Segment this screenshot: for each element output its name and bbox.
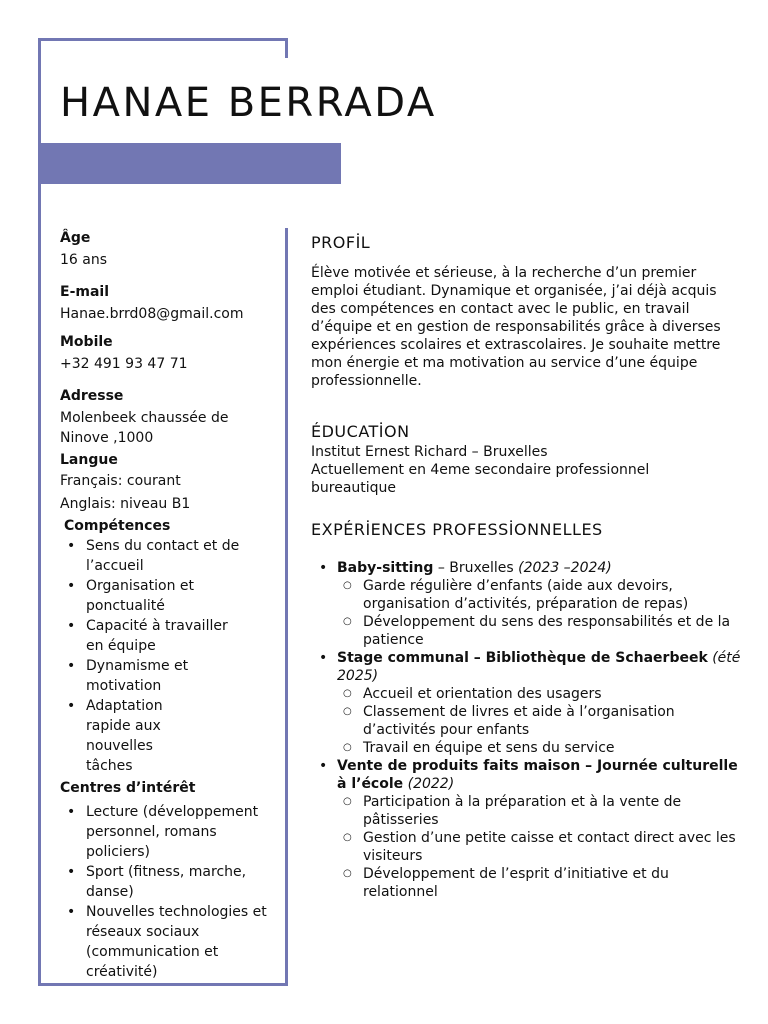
education-detail: Actuellement en 4eme secondaire professionnel bureautique — [311, 462, 650, 496]
experience-item — [311, 649, 741, 757]
experience-details — [337, 685, 741, 757]
email-value: Hanae.brrd08@gmail.com — [60, 306, 244, 322]
experience-item — [311, 757, 741, 901]
frame-right-top-border — [285, 38, 288, 58]
interests-label: Centres d’intérêt — [60, 780, 196, 796]
profile-heading: PROFİL — [311, 233, 371, 252]
list-item: ○ Garde régulière d’enfants (aide aux devoirs, organisation d’activités, préparation de repas) — [337, 577, 741, 613]
experience-heading: EXPÉRİENCES PROFESSİONNELLES — [311, 520, 603, 539]
experience-item — [311, 559, 741, 649]
list-item: ○ Travail en équipe et sens du service — [337, 739, 741, 757]
list-item: • Nouvelles technologies et réseaux sociaux (communication et créativité) — [60, 902, 282, 982]
list-item: ○ Développement de l’esprit d’initiative et du relationnel — [337, 865, 741, 901]
list-item: • Organisation et ponctualité — [60, 576, 240, 616]
experience-date: (2023 –2024) — [518, 560, 612, 576]
address-label: Adresse — [60, 388, 124, 404]
mobile-value: +32 491 93 47 71 — [60, 356, 188, 372]
age-value: 16 ans — [60, 252, 108, 268]
skills-list — [60, 536, 240, 776]
experience-date: (été 2025) — [337, 650, 741, 684]
person-name: HANAE BERRADA — [60, 80, 437, 126]
name-accent-bar — [38, 143, 341, 184]
experience-title: Vente de produits faits maison – Journée culturelle à l’école — [337, 758, 738, 792]
list-item: ○ Gestion d’une petite caisse et contact direct avec les visiteurs — [337, 829, 741, 865]
list-item: ○ Développement du sens des responsabilités et de la patience — [337, 613, 741, 649]
profile-text: Élève motivée et sérieuse, à la recherche d’un premier emploi étudiant. Dynamique et organisée, j’ai déjà acquis des compétences en contact avec le public, en travail d’équipe et en gestion de responsabilités grâce à diverses expériences scolaires et extrascolaires. Je souhaite mettre mon énergie et ma motivation au service d’une équipe professionnelle. — [311, 265, 721, 389]
list-item: ○ Classement de livres et aide à l’organisation d’activités pour enfants — [337, 703, 741, 739]
list-item: • Lecture (développement personnel, romans policiers) — [60, 802, 282, 862]
education-school: Institut Ernest Richard – Bruxelles — [311, 444, 548, 460]
experience-title: Stage communal – Bibliothèque de Schaerbeek — [337, 650, 708, 666]
list-item: • Sport (fitness, marche, danse) — [60, 862, 282, 902]
list-item: • Dynamisme et motivation — [60, 656, 240, 696]
interests-list — [60, 802, 282, 982]
list-item: ○ Participation à la préparation et à la vente de pâtisseries — [337, 793, 741, 829]
list-item: ○ Accueil et orientation des usagers — [337, 685, 741, 703]
experience-date: (2022) — [407, 776, 455, 792]
main-content — [311, 234, 741, 901]
language-label: Langue — [60, 452, 118, 468]
skills-label: Compétences — [64, 518, 171, 534]
language-french: Français: courant — [60, 473, 181, 489]
list-item: • Sens du contact et de l’accueil — [60, 536, 240, 576]
mobile-label: Mobile — [60, 334, 113, 350]
address-line-2: Ninove ,1000 — [60, 430, 154, 446]
frame-top-border — [38, 38, 288, 41]
list-item: • Capacité à travailler en équipe — [60, 616, 240, 656]
experience-details — [337, 793, 741, 901]
experience-title: Baby-sitting — [337, 560, 434, 576]
education-heading: ÉDUCATİON — [311, 422, 410, 441]
age-label: Âge — [60, 230, 91, 246]
frame-bottom-border — [38, 983, 288, 986]
address-line-1: Molenbeek chaussée de — [60, 410, 229, 426]
list-item: • Adaptation rapide aux nouvelles tâches — [60, 696, 196, 776]
experience-details — [337, 577, 741, 649]
experience-list — [311, 559, 741, 901]
language-english: Anglais: niveau B1 — [60, 496, 191, 512]
sidebar — [60, 228, 282, 982]
frame-right-border — [285, 228, 288, 986]
experience-place: – Bruxelles — [433, 560, 519, 576]
email-label: E-mail — [60, 284, 110, 300]
